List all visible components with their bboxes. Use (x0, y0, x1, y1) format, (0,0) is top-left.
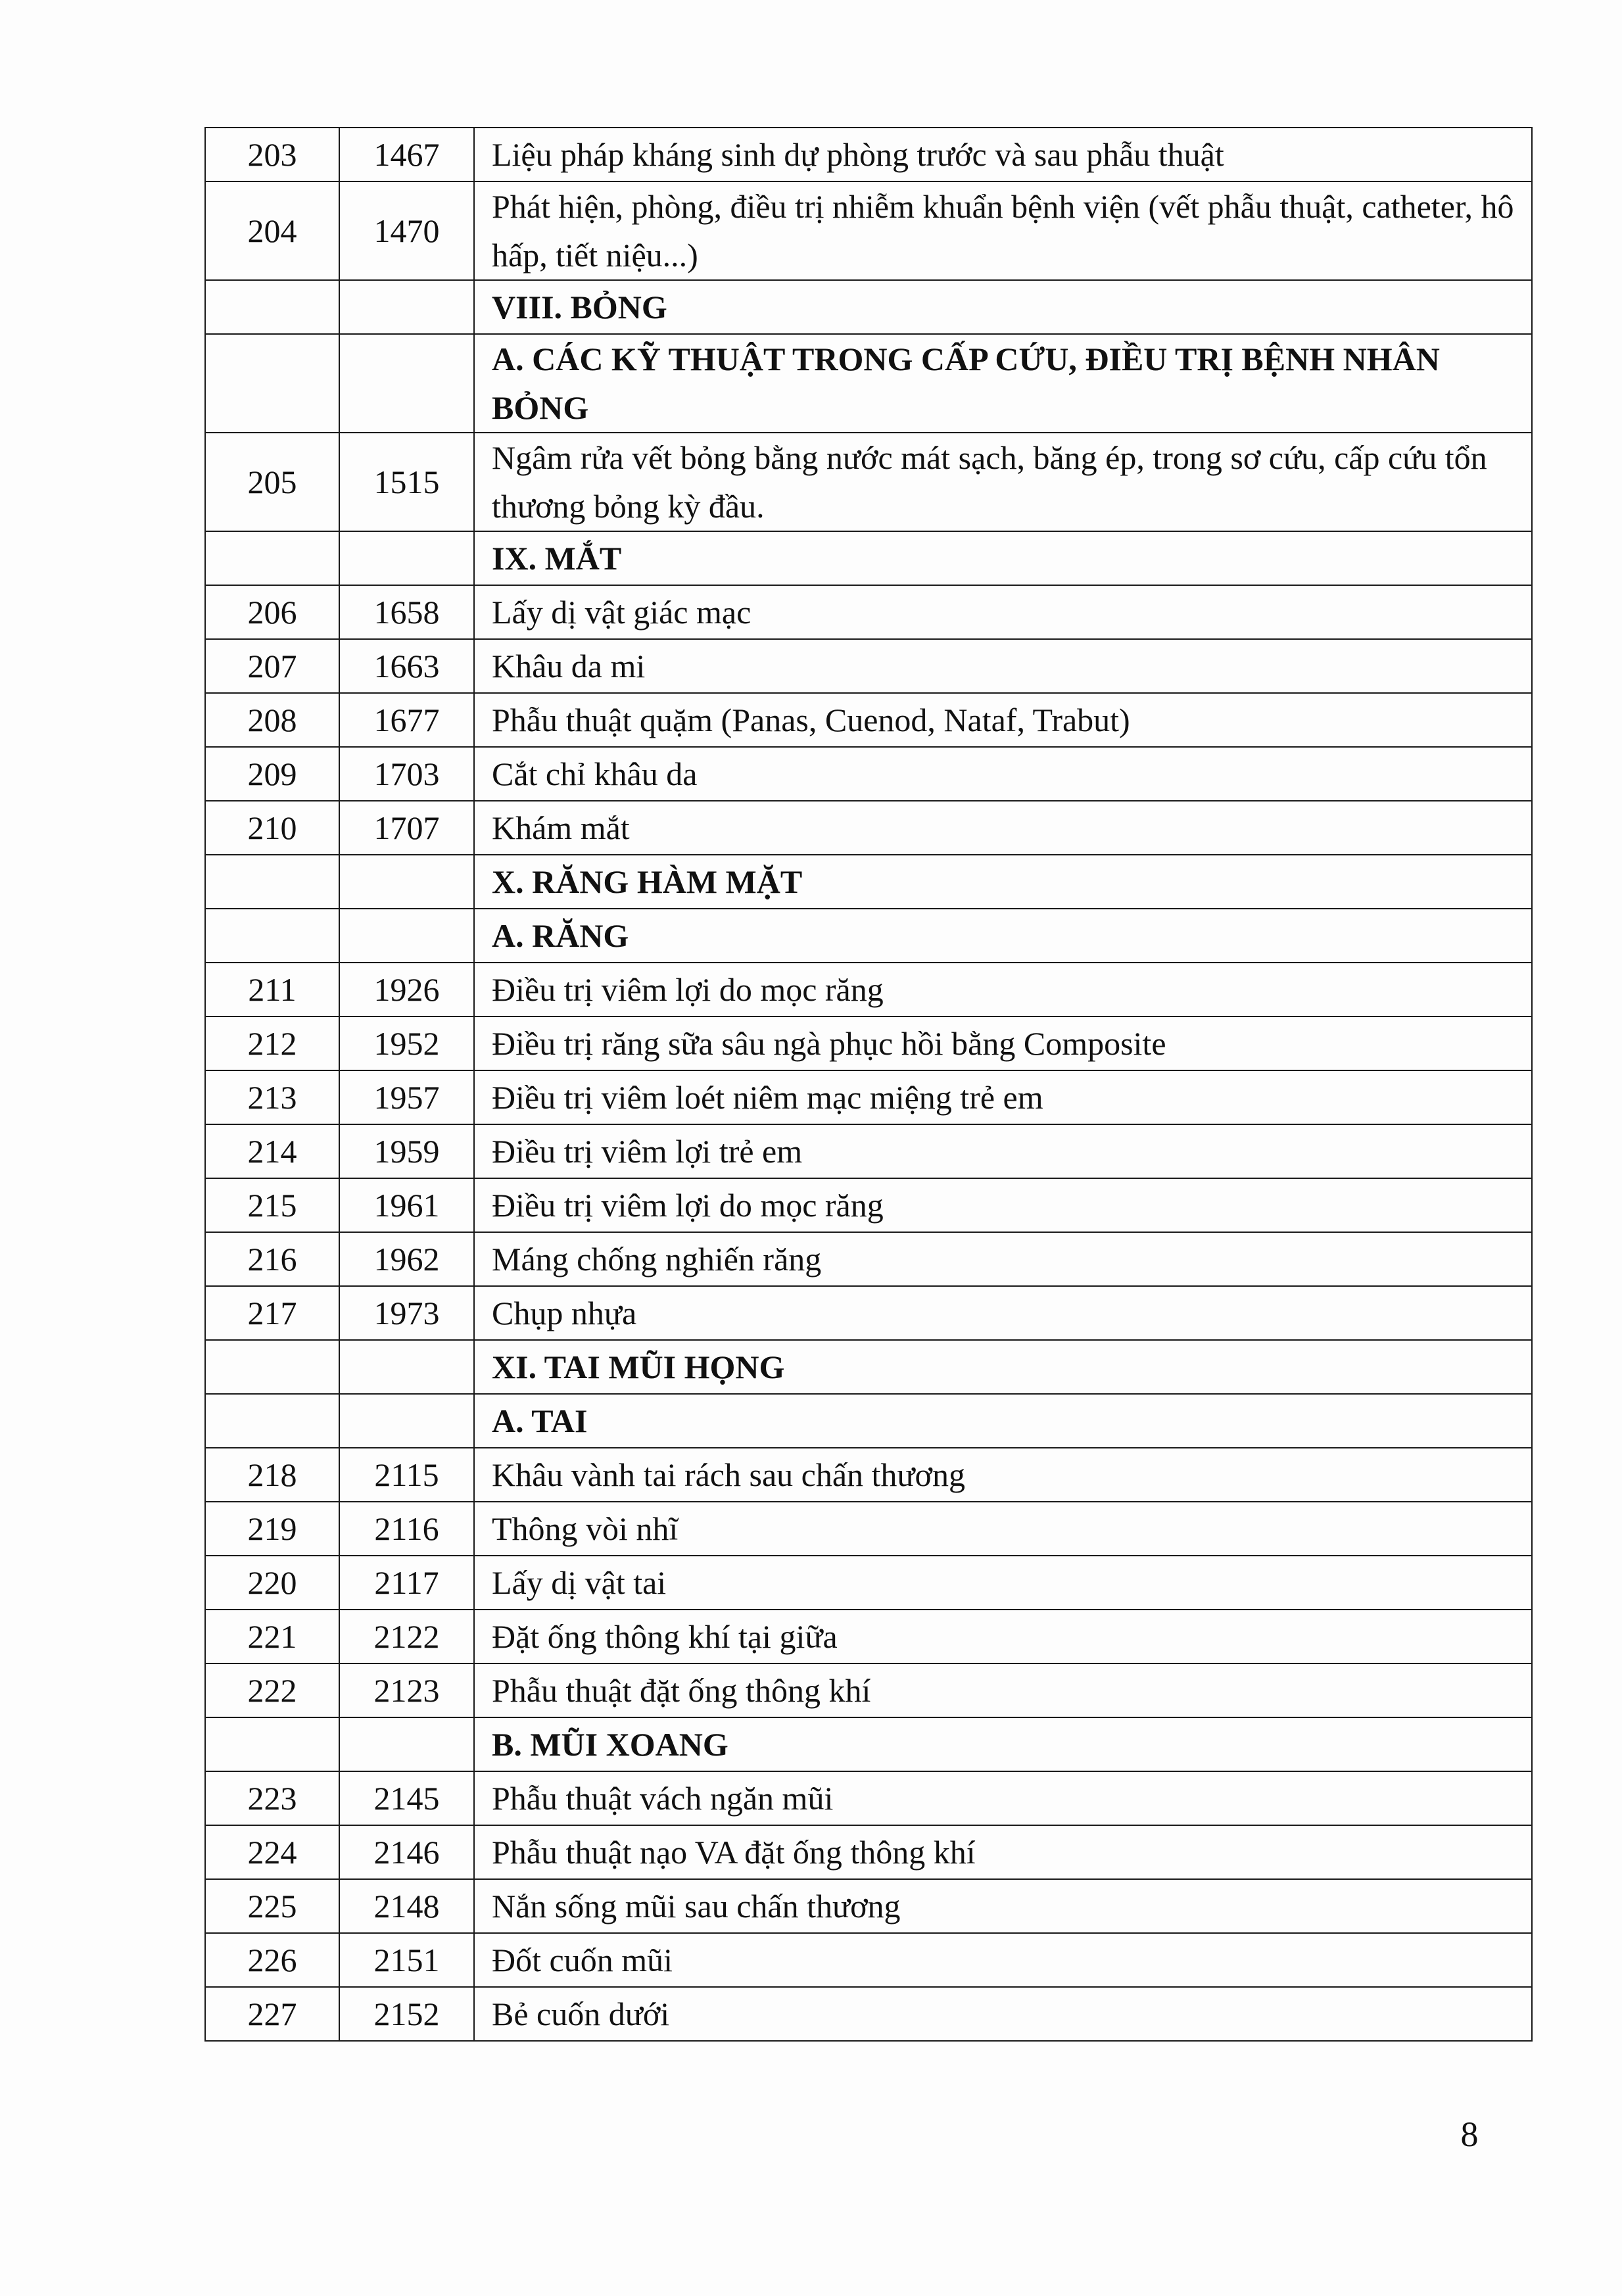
procedure-name-cell: Đặt ống thông khí tại giữa (474, 1610, 1532, 1663)
stt-cell: 203 (205, 128, 339, 181)
procedure-name-cell: Phát hiện, phòng, điều trị nhiễm khuẩn bệnh viện (vết phẫu thuật, catheter, hô hấp, tiết niệu...) (474, 181, 1532, 280)
code-cell: 1663 (339, 639, 474, 693)
procedure-name-cell: Điều trị viêm lợi trẻ em (474, 1124, 1532, 1178)
procedure-name-cell: Khám mắt (474, 801, 1532, 855)
table-row (205, 1610, 1532, 1663)
code-cell (339, 1340, 474, 1394)
code-cell (339, 334, 474, 433)
stt-cell: 221 (205, 1610, 339, 1663)
stt-cell: 209 (205, 747, 339, 801)
code-cell: 2115 (339, 1448, 474, 1502)
stt-cell: 220 (205, 1556, 339, 1610)
code-cell: 1926 (339, 963, 474, 1016)
table-row (205, 1124, 1532, 1178)
code-cell (339, 1717, 474, 1771)
table-row (205, 433, 1532, 531)
procedure-name-cell: Máng chống nghiến răng (474, 1232, 1532, 1286)
table-row (205, 1556, 1532, 1610)
procedure-name-cell: Điều trị viêm lợi do mọc răng (474, 963, 1532, 1016)
table-row (205, 1286, 1532, 1340)
procedure-table-body (205, 128, 1532, 2041)
code-cell: 1957 (339, 1070, 474, 1124)
code-cell: 1658 (339, 585, 474, 639)
table-row (205, 181, 1532, 280)
code-cell: 1952 (339, 1016, 474, 1070)
table-row (205, 1232, 1532, 1286)
code-cell (339, 1394, 474, 1448)
table-row (205, 585, 1532, 639)
table-row (205, 639, 1532, 693)
section-title-cell: IX. MẮT (474, 531, 1532, 585)
table-row (205, 1825, 1532, 1879)
code-cell: 1961 (339, 1178, 474, 1232)
stt-cell: 216 (205, 1232, 339, 1286)
table-row (205, 963, 1532, 1016)
procedure-name-cell: Điều trị viêm loét niêm mạc miệng trẻ em (474, 1070, 1532, 1124)
section-heading-row (205, 334, 1532, 433)
procedure-name-cell: Phẫu thuật nạo VA đặt ống thông khí (474, 1825, 1532, 1879)
stt-cell (205, 855, 339, 909)
table-row (205, 801, 1532, 855)
procedure-name-cell: Khâu vành tai rách sau chấn thương (474, 1448, 1532, 1502)
procedure-name-cell: Điều trị viêm lợi do mọc răng (474, 1178, 1532, 1232)
stt-cell: 217 (205, 1286, 339, 1340)
code-cell: 2146 (339, 1825, 474, 1879)
section-title-cell: VIII. BỎNG (474, 280, 1532, 334)
procedure-name-cell: Phẫu thuật đặt ống thông khí (474, 1663, 1532, 1717)
code-cell: 2123 (339, 1663, 474, 1717)
section-heading-row (205, 855, 1532, 909)
code-cell: 1467 (339, 128, 474, 181)
table-row (205, 693, 1532, 747)
code-cell: 1707 (339, 801, 474, 855)
stt-cell (205, 1340, 339, 1394)
code-cell: 1973 (339, 1286, 474, 1340)
stt-cell: 205 (205, 433, 339, 531)
section-title-cell: X. RĂNG HÀM MẶT (474, 855, 1532, 909)
code-cell: 1515 (339, 433, 474, 531)
section-title-cell: A. CÁC KỸ THUẬT TRONG CẤP CỨU, ĐIỀU TRỊ BỆNH NHÂN BỎNG (474, 334, 1532, 433)
procedure-name-cell: Chụp nhựa (474, 1286, 1532, 1340)
stt-cell: 211 (205, 963, 339, 1016)
table-row (205, 1502, 1532, 1556)
stt-cell: 218 (205, 1448, 339, 1502)
section-heading-row (205, 280, 1532, 334)
stt-cell (205, 280, 339, 334)
table-row (205, 1448, 1532, 1502)
code-cell: 2148 (339, 1879, 474, 1933)
code-cell (339, 909, 474, 963)
stt-cell: 204 (205, 181, 339, 280)
section-title-cell: A. TAI (474, 1394, 1532, 1448)
code-cell: 1703 (339, 747, 474, 801)
stt-cell: 207 (205, 639, 339, 693)
table-row (205, 1987, 1532, 2041)
stt-cell (205, 334, 339, 433)
code-cell: 1470 (339, 181, 474, 280)
table-row (205, 1771, 1532, 1825)
stt-cell (205, 1394, 339, 1448)
procedure-name-cell: Đốt cuốn mũi (474, 1933, 1532, 1987)
section-title-cell: B. MŨI XOANG (474, 1717, 1532, 1771)
stt-cell (205, 531, 339, 585)
stt-cell (205, 1717, 339, 1771)
code-cell: 1677 (339, 693, 474, 747)
code-cell: 1959 (339, 1124, 474, 1178)
stt-cell: 227 (205, 1987, 339, 2041)
procedure-name-cell: Lấy dị vật tai (474, 1556, 1532, 1610)
code-cell: 1962 (339, 1232, 474, 1286)
code-cell: 2145 (339, 1771, 474, 1825)
stt-cell: 212 (205, 1016, 339, 1070)
stt-cell: 210 (205, 801, 339, 855)
procedure-name-cell: Nắn sống mũi sau chấn thương (474, 1879, 1532, 1933)
code-cell (339, 531, 474, 585)
stt-cell: 224 (205, 1825, 339, 1879)
stt-cell: 208 (205, 693, 339, 747)
stt-cell: 215 (205, 1178, 339, 1232)
code-cell (339, 280, 474, 334)
stt-cell: 225 (205, 1879, 339, 1933)
code-cell: 2116 (339, 1502, 474, 1556)
section-title-cell: A. RĂNG (474, 909, 1532, 963)
table-row (205, 1933, 1532, 1987)
table-row (205, 747, 1532, 801)
procedure-name-cell: Phẫu thuật vách ngăn mũi (474, 1771, 1532, 1825)
section-title-cell: XI. TAI MŨI HỌNG (474, 1340, 1532, 1394)
table-row (205, 128, 1532, 181)
page-number: 8 (1460, 2115, 1479, 2154)
table-row (205, 1663, 1532, 1717)
stt-cell: 219 (205, 1502, 339, 1556)
code-cell: 2117 (339, 1556, 474, 1610)
section-heading-row (205, 531, 1532, 585)
stt-cell: 222 (205, 1663, 339, 1717)
procedure-name-cell: Liệu pháp kháng sinh dự phòng trước và sau phẫu thuật (474, 128, 1532, 181)
procedure-name-cell: Điều trị răng sữa sâu ngà phục hồi bằng Composite (474, 1016, 1532, 1070)
section-heading-row (205, 1717, 1532, 1771)
section-heading-row (205, 1394, 1532, 1448)
procedure-name-cell: Bẻ cuốn dưới (474, 1987, 1532, 2041)
table-row (205, 1070, 1532, 1124)
procedure-name-cell: Thông vòi nhĩ (474, 1502, 1532, 1556)
table-row (205, 1016, 1532, 1070)
procedure-name-cell: Lấy dị vật giác mạc (474, 585, 1532, 639)
stt-cell: 226 (205, 1933, 339, 1987)
procedure-name-cell: Ngâm rửa vết bỏng bằng nước mát sạch, băng ép, trong sơ cứu, cấp cứu tổn thương bỏng kỳ đầu. (474, 433, 1532, 531)
stt-cell (205, 909, 339, 963)
procedure-table (204, 127, 1533, 2042)
code-cell: 2151 (339, 1933, 474, 1987)
table-row (205, 1879, 1532, 1933)
stt-cell: 223 (205, 1771, 339, 1825)
section-heading-row (205, 909, 1532, 963)
procedure-name-cell: Khâu da mi (474, 639, 1532, 693)
code-cell: 2122 (339, 1610, 474, 1663)
table-row (205, 1178, 1532, 1232)
section-heading-row (205, 1340, 1532, 1394)
code-cell (339, 855, 474, 909)
stt-cell: 206 (205, 585, 339, 639)
procedure-name-cell: Phẫu thuật quặm (Panas, Cuenod, Nataf, Trabut) (474, 693, 1532, 747)
stt-cell: 213 (205, 1070, 339, 1124)
stt-cell: 214 (205, 1124, 339, 1178)
code-cell: 2152 (339, 1987, 474, 2041)
procedure-name-cell: Cắt chỉ khâu da (474, 747, 1532, 801)
